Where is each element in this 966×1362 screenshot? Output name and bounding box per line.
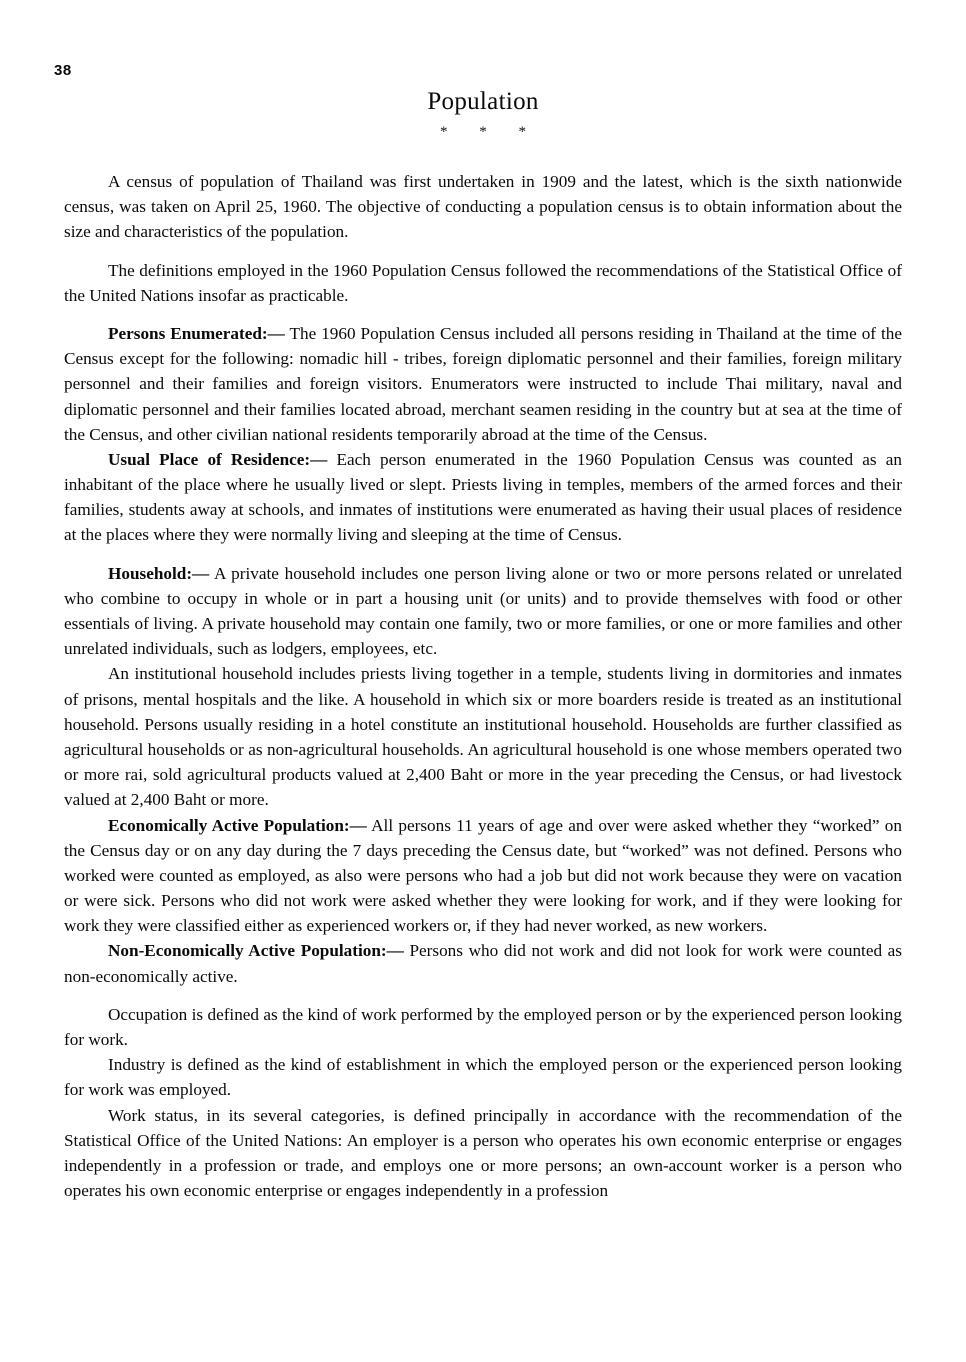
paragraph xyxy=(64,561,902,662)
paragraph xyxy=(64,258,902,308)
paragraph xyxy=(64,169,902,245)
paragraph-text: A private household includes one person living alone or two or more persons related or unrelated who combine to occupy in whole or in part a housing unit (or units) and to provide themselves with food or other essentials of living. A private household may contain one family, two or more families, or one or more families and other unrelated individuals, such as lodgers, employees, etc. xyxy=(64,563,902,659)
run-in-heading: Non-Economically Active Population:— xyxy=(108,941,404,961)
run-in-heading: Economically Active Population:— xyxy=(108,815,367,835)
run-in-heading: Usual Place of Residence:— xyxy=(108,449,328,469)
paragraph-text: A census of population of Thailand was first undertaken in 1909 and the latest, which is the sixth nationwide census, was taken on April 25, 1960. The objective of conducting a population census is to obtain information about the size and characteristics of the population. xyxy=(64,172,902,242)
paragraph xyxy=(64,813,902,939)
run-in-heading: Persons Enumerated:— xyxy=(108,323,285,343)
paragraph-text: Persons who did not work and did not look for work were counted as non-economically active. xyxy=(64,941,902,986)
paragraph-text: Occupation is defined as the kind of work performed by the employed person or by the experienced person looking for work. xyxy=(64,1004,902,1049)
run-in-heading: Household:— xyxy=(108,563,210,583)
body-text xyxy=(64,141,902,1203)
paragraph-text: All persons 11 years of age and over were asked whether they “worked” on the Census day or on any day during the 7 days preceding the Census date, but “worked” was not defined. Persons who worked were counted as employed, as also were persons who had a job but did not work because they were on vacation or were sick. Persons who did not work were asked whether they were looking for work, and if they were looking for work they were classified either as experienced workers or, if they had never worked, as new workers. xyxy=(64,815,902,936)
paragraph-text: Industry is defined as the kind of establishment in which the employed person or the experienced person looking for work was employed. xyxy=(64,1055,902,1100)
paragraph xyxy=(64,661,902,812)
paragraph xyxy=(64,938,902,988)
paragraph xyxy=(64,447,902,548)
paragraph xyxy=(64,1103,902,1204)
paragraph xyxy=(64,321,902,447)
paragraph xyxy=(64,1002,902,1052)
page-title: Population xyxy=(427,88,539,115)
page-number: 38 xyxy=(54,62,72,79)
paragraph-text: The 1960 Population Census included all persons residing in Thailand at the time of the Census except for the following: nomadic hill - tribes, foreign diplomatic personnel and their families, foreign military personnel and their families and foreign visitors. Enumerators were instructed to include Thai military, naval and diplomatic personnel and their families located abroad, merchant seamen residing in the country but at sea at the time of the Census, and other civilian national residents temporarily abroad at the time of the Census. xyxy=(64,323,902,444)
paragraph xyxy=(64,1052,902,1102)
paragraph-text: An institutional household includes priests living together in a temple, students living in dormitories and inmates of prisons, mental hospitals and the like. A household in which six or more boarders reside is treated as an institutional household. Persons usually residing in a hotel constitute an institutional household. Households are further classified as agricultural households or as non-agricultural households. An agricultural household is one whose members operated two or more rai, sold agricultural products valued at 2,400 Baht or more in the year preceding the Census, or had livestock valued at 2,400 Baht or more. xyxy=(64,664,902,810)
ornament-divider: * * * xyxy=(440,124,540,140)
paragraph-text: The definitions employed in the 1960 Population Census followed the recommendations of the Statistical Office of the United Nations insofar as practicable. xyxy=(64,260,902,305)
paragraph-text: Work status, in its several categories, is defined principally in accordance with the recommendation of the Statistical Office of the United Nations: An employer is a person who operates his own economic enterprise or engages independently in a profession or trade, and employs one or more persons; an own-account worker is a person who operates his own economic enterprise or engages independently in a profession xyxy=(64,1105,902,1201)
paragraph-text: Each person enumerated in the 1960 Population Census was counted as an inhabitant of the place where he usually lived or slept. Priests living in temples, members of the armed forces and their families, students away at schools, and inmates of institutions were enumerated as having their usual places of residence at the places where they were normally living and sleeping at the time of Census. xyxy=(64,449,902,545)
